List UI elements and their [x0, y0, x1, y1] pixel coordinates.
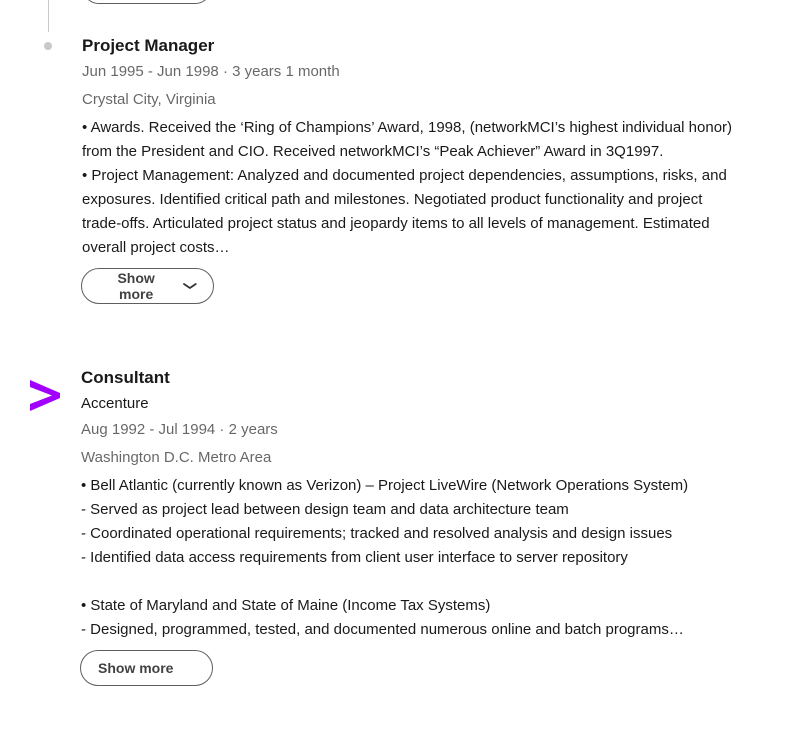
job-dates: Aug 1992 - Jul 1994 · 2 years: [81, 421, 278, 438]
job-location: Washington D.C. Metro Area: [81, 449, 272, 466]
job-description: • Awards. Received the ‘Ring of Champions’ Award, 1998, (networkMCI’s highest individual honor) from the President and CIO. Received networkMCI’s “Peak Achiever” Award in 3Q1997. • Project Management: Analyzed and documented project dependencies, assumptions, risks, and exposures. Identified critical path and milestones. Negotiated product functionality and project trade-offs. Articulated project status and jeopardy items to all levels of management. Estimated overall project costs…: [82, 119, 733, 256]
experience-content: [82, 34, 742, 304]
job-title: Project Manager: [82, 36, 215, 55]
job-location: Crystal City, Virginia: [82, 91, 216, 108]
show-more-label: Show more: [117, 270, 155, 302]
experience-content: [81, 366, 741, 686]
company-name[interactable]: Accenture: [81, 395, 149, 412]
previous-show-more-button[interactable]: [82, 0, 212, 4]
show-more-button[interactable]: [81, 268, 214, 304]
job-dates: Jun 1995 - Jun 1998 · 3 years 1 month: [82, 63, 340, 80]
chevron-down-icon: [183, 281, 197, 291]
job-description: • Bell Atlantic (currently known as Verizon) – Project LiveWire (Network Operations System) - Served as project lead between design team and data architecture team - Coordinated operational requirements; tracked and resolved analysis and design issues - Identified data access requirements from client user interface to server repository • State of Maryland and State of Maine (Income Tax Systems) - Designed, programmed, tested, and documented numerous online and batch programs…: [81, 477, 689, 638]
timeline-dot: [44, 42, 52, 50]
show-more-button[interactable]: [80, 650, 213, 686]
accenture-logo-icon[interactable]: [28, 378, 62, 412]
timeline-line: [48, 0, 49, 32]
job-title: Consultant: [81, 368, 170, 387]
show-more-label: Show more: [98, 660, 174, 676]
